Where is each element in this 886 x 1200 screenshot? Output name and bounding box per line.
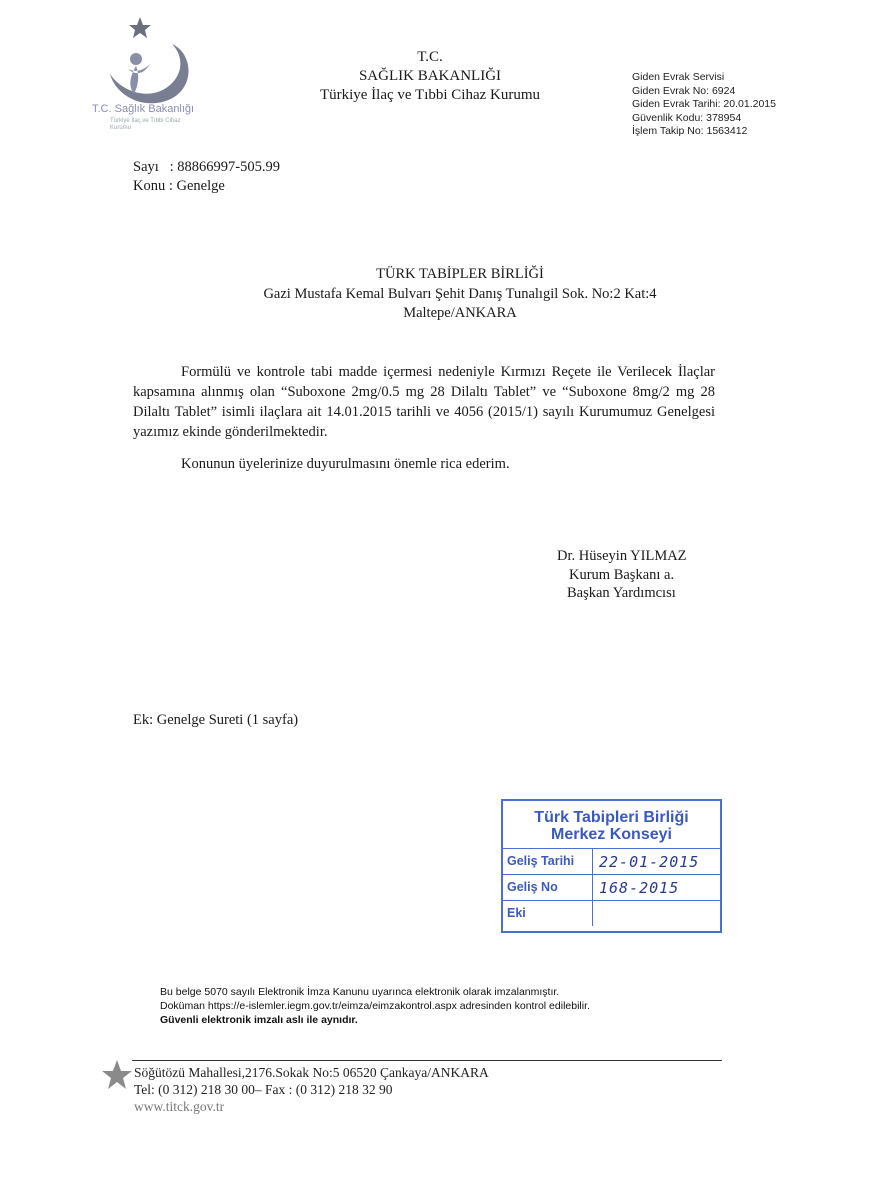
esig-line2: Doküman https://e-islemler.iegm.gov.tr/eimza/eimzakontrol.aspx adresinden kontrol edilebilir. <box>160 1000 590 1012</box>
e-signature-note <box>160 985 590 1027</box>
esig-line1: Bu belge 5070 sayılı Elektronik İmza Kanunu uyarınca elektronik olarak imzalanmıştır. <box>160 986 560 998</box>
signatory-title: Kurum Başkanı a. <box>569 566 675 583</box>
recipient-address: Gazi Mustafa Kemal Bulvarı Şehit Danış Tunalıgil Sok. No:2 Kat:4 <box>263 285 657 302</box>
stamp-row-attachment <box>503 901 720 926</box>
evrak-service: Giden Evrak Servisi <box>632 71 725 83</box>
logo-star-icon <box>129 17 151 38</box>
document-number: Sayı : 88866997-505.99 <box>133 159 281 175</box>
recipient-name: TÜRK TABİPLER BİRLİĞİ <box>376 266 544 282</box>
stamp-value <box>593 901 720 926</box>
stamp-label: Geliş Tarihi <box>503 849 593 874</box>
evrak-security-code: Güvenlik Kodu: 378954 <box>632 111 742 124</box>
header-tc: T.C. <box>417 49 443 65</box>
stamp-value: 22-01-2015 <box>599 853 700 871</box>
logo-name: T.C. Sağlık Bakanlığı <box>92 103 195 115</box>
footer-divider <box>132 1060 722 1061</box>
stamp-title-line2: Merkez Konseyi <box>551 826 672 843</box>
stamp-row-date <box>503 849 720 875</box>
footer-contact <box>134 1064 489 1115</box>
recipient-city: Maltepe/ANKARA <box>403 305 517 321</box>
footer-address: Söğütözü Mahallesi,2176.Sokak No:5 06520 Çankaya/ANKARA <box>134 1065 489 1080</box>
stamp-label: Geliş No <box>503 875 593 900</box>
stamp-title <box>503 801 720 849</box>
header-ministry: SAĞLIK BAKANLIĞI <box>358 68 502 84</box>
recipient-block <box>180 265 740 324</box>
stamp-label: Eki <box>503 901 593 926</box>
outgoing-document-info <box>632 71 776 139</box>
logo-subtitle: Türkiye İlaç ve Tıbbi Cihaz Kurumu <box>110 118 181 131</box>
attachment-note: Ek: Genelge Sureti (1 sayfa) <box>133 712 299 728</box>
request-sentence: Konunun üyelerinize duyurulmasını önemle rica ederim. <box>181 456 510 472</box>
body-paragraph: Formülü ve kontrole tabi madde içermesi nedeniyle Kırmızı Reçete ile Verilecek İlaçlar kapsamına alınmış olan “Suboxone 2mg/0.5 mg 28 Dilaltı Tablet” ve “Suboxone 8mg/2 mg 28 Dilaltı Tablet” isimli ilaçlara ait 14.01.2015 tarihli ve 4056 (2015/1) sayılı Kurumumuz Genelgesi yazımız ekinde gönderilmektedir. <box>133 364 715 440</box>
stamp-value: 168-2015 <box>599 879 680 897</box>
signature-block <box>557 547 687 603</box>
stamp-title-line1: Türk Tabipleri Birliği <box>534 809 689 826</box>
stamp-row-number <box>503 875 720 901</box>
logo-crescent <box>110 44 189 103</box>
header-agency: Türkiye İlaç ve Tıbbi Cihaz Kurumu <box>319 87 541 103</box>
logo-figure-head <box>130 53 142 65</box>
evrak-no: Giden Evrak No: 6924 <box>632 84 736 97</box>
document-subject: Konu : Genelge <box>133 178 225 194</box>
logo-figure-body <box>128 64 150 94</box>
signatory-position: Başkan Yardımcısı <box>567 585 676 601</box>
esig-line3: Güvenli elektronik imzalı aslı ile aynıdır. <box>160 1014 358 1026</box>
footer-phone: Tel: (0 312) 218 30 00– Fax : (0 312) 218 32 90 <box>134 1082 393 1097</box>
document-meta <box>133 158 280 196</box>
receipt-stamp <box>501 799 722 933</box>
signatory-name: Dr. Hüseyin YILMAZ <box>557 548 687 564</box>
evrak-date: Giden Evrak Tarihi: 20.01.2015 <box>632 98 776 111</box>
evrak-tracking-no: İşlem Takip No: 1563412 <box>632 125 748 138</box>
letterhead <box>300 48 560 105</box>
footer-website: www.titck.gov.tr <box>134 1099 225 1114</box>
star-icon <box>100 1058 134 1092</box>
